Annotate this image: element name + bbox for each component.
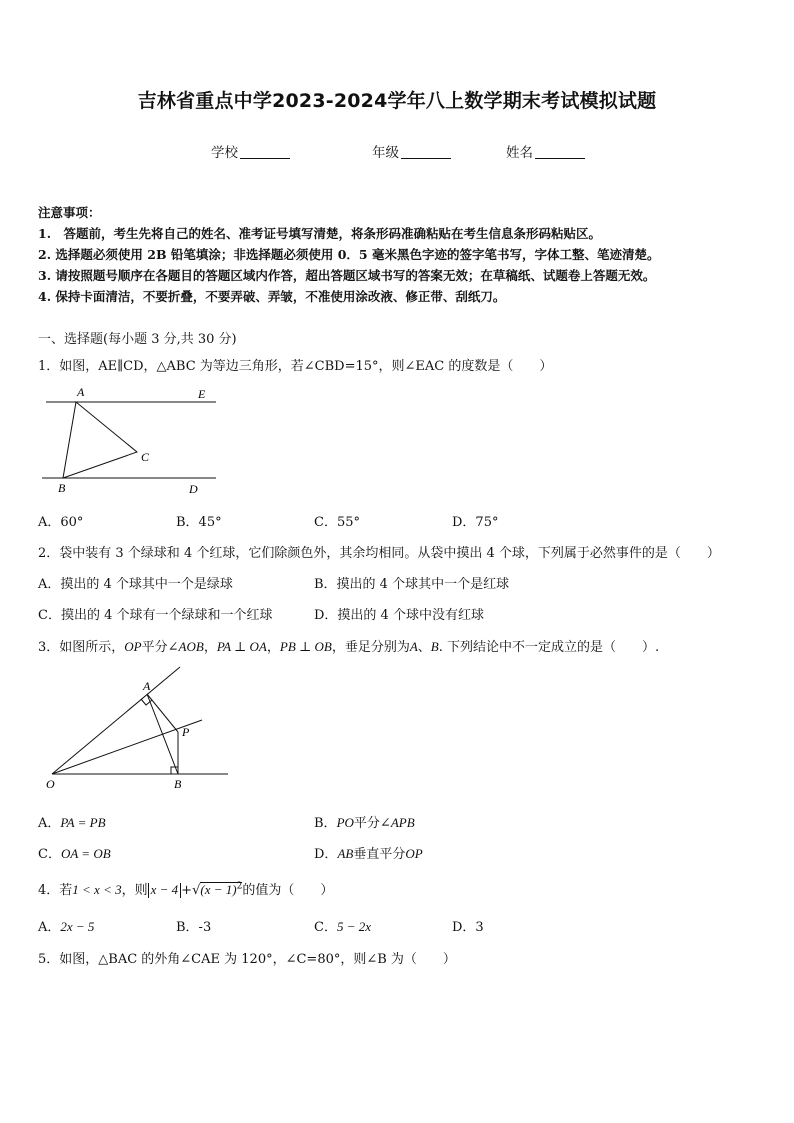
question-1-option-b[interactable]: B．45° [176,515,222,530]
school-label: 学校 [211,145,238,161]
stem-math: A [409,639,418,654]
question-1-figure [40,380,220,500]
question-1-option-a[interactable]: A．60° [38,515,84,530]
notice-item: 3. 请按照题号顺序在各题目的答题区域内作答，超出答题区域书写的答案无效；在草稿纸、试题卷上答题无效。 [38,268,656,283]
notice-item: 4. 保持卡面清洁，不要折叠，不要弄破、弄皱，不准使用涂改液、修正带、刮纸刀。 [38,289,506,304]
stem-text: 、 [417,640,431,655]
stem-text: 平分 [141,640,168,655]
name-label: 姓名 [506,145,533,161]
option-text: 平分 [353,816,380,831]
question-4-stem [38,879,333,898]
point-label-e: E [198,387,206,401]
question-3-option-a[interactable] [38,812,106,831]
option-math: PO [336,815,354,830]
point-label-p: P [182,725,190,739]
question-2-stem: 2．袋中装有 3 个绿球和 4 个红球，它们除颜色外，其余均相同。从袋中摸出 4 个球，下列属于必然事件的是（ ） [38,546,720,561]
option-prefix: C． [38,847,61,862]
stem-text: . 下列结论中不一定成立的是（ ）. [438,640,660,655]
question-2-option-c[interactable]: C．摸出的 4 个球有一个绿球和一个红球 [38,608,273,623]
question-3-option-c[interactable] [38,843,111,862]
stem-math: PB ⊥ OB [279,639,332,654]
stem-math: x − 4 [150,882,179,897]
sqrt-sign: √ [192,883,201,898]
stem-math: PA ⊥ OA [216,639,267,654]
notice-item: 1. 答题前，考生先将自己的姓名、准考证号填写清楚，将条形码准确粘贴在考生信息条形码粘贴区。 [38,226,602,241]
option-math: AB [337,846,354,861]
stem-math: B [430,639,439,654]
point-label-a: A [77,385,85,399]
grade-field [372,141,451,161]
school-field [211,141,290,161]
question-1-option-c[interactable]: C．55° [314,515,360,530]
grade-blank [401,144,451,159]
point-label-a: A [143,679,151,693]
question-1-stem: 1．如图，AE∥CD，△ABC 为等边三角形，若∠CBD=15°，则∠EAC 的度数是（ ） [38,359,553,374]
stem-text: ，则 [121,883,148,898]
grade-label: 年级 [372,145,399,161]
section-title: 一、选择题(每小题 3 分,共 30 分) [38,332,237,347]
option-math: 5 − 2x [336,919,371,934]
option-text: 垂直平分 [353,847,406,862]
school-blank [240,144,290,159]
stem-text: ， [266,640,280,655]
stem-math: 1 < x < 3 [72,882,122,897]
stem-text: ，垂足分别为 [331,640,410,655]
point-label-b: B [58,481,66,495]
stem-text: 3．如图所示， [38,640,125,655]
option-prefix: A． [38,816,61,831]
question-2-option-d[interactable]: D．摸出的 4 个球中没有红球 [314,608,484,623]
stem-math: (x − 1) [200,882,237,897]
absolute-value [148,883,182,898]
notice-heading: 注意事项： [38,205,101,220]
stem-text: + [181,883,193,898]
question-1-option-d[interactable]: D．75° [452,515,499,530]
question-3-option-b[interactable] [314,812,415,831]
option-prefix: B． [314,816,337,831]
option-math: PA = PB [60,815,106,830]
exponent: 2 [236,881,243,892]
name-field [506,141,585,161]
option-math: 2x − 5 [60,919,95,934]
option-prefix: C． [314,920,337,935]
point-label-o: O [46,777,55,791]
option-math: OA = OB [60,846,111,861]
notice-item: 2. 选择题必须使用 2B 铅笔填涂；非选择题必须使用 0．5 毫米黑色字迹的签字笔书写，字体工整、笔迹清楚。 [38,247,660,262]
point-label-b: B [174,777,182,791]
question-4-option-c[interactable] [314,916,371,935]
option-math: OP [405,846,423,861]
stem-math: ∠AOB [167,639,204,654]
option-prefix: D． [314,847,338,862]
stem-text: 的值为（ ） [242,883,334,898]
stem-text: ， [203,640,217,655]
point-label-c: C [141,450,150,464]
option-prefix: A． [38,920,61,935]
question-3-figure [40,662,240,794]
question-2-option-b[interactable]: B．摸出的 4 个球其中一个是红球 [314,577,510,592]
question-2-option-a[interactable]: A．摸出的 4 个球其中一个是绿球 [38,577,233,592]
stem-math: OP [124,639,142,654]
stem-text: 4．若 [38,883,73,898]
question-4-option-b[interactable]: B．-3 [176,920,212,935]
sqrt-radicand [200,882,242,898]
option-math: ∠APB [379,815,415,830]
point-label-d: D [189,482,198,496]
question-3-option-d[interactable] [314,843,423,862]
question-4-option-a[interactable] [38,916,94,935]
question-3-stem [38,636,659,655]
name-blank [535,144,585,159]
question-5-stem: 5．如图，△BAC 的外角∠CAE 为 120°，∠C=80°，则∠B 为（ ） [38,952,456,967]
page-title: 吉林省重点中学2023-2024学年八上数学期末考试模拟试题 [137,90,657,112]
question-4-option-d[interactable]: D．3 [452,920,484,935]
